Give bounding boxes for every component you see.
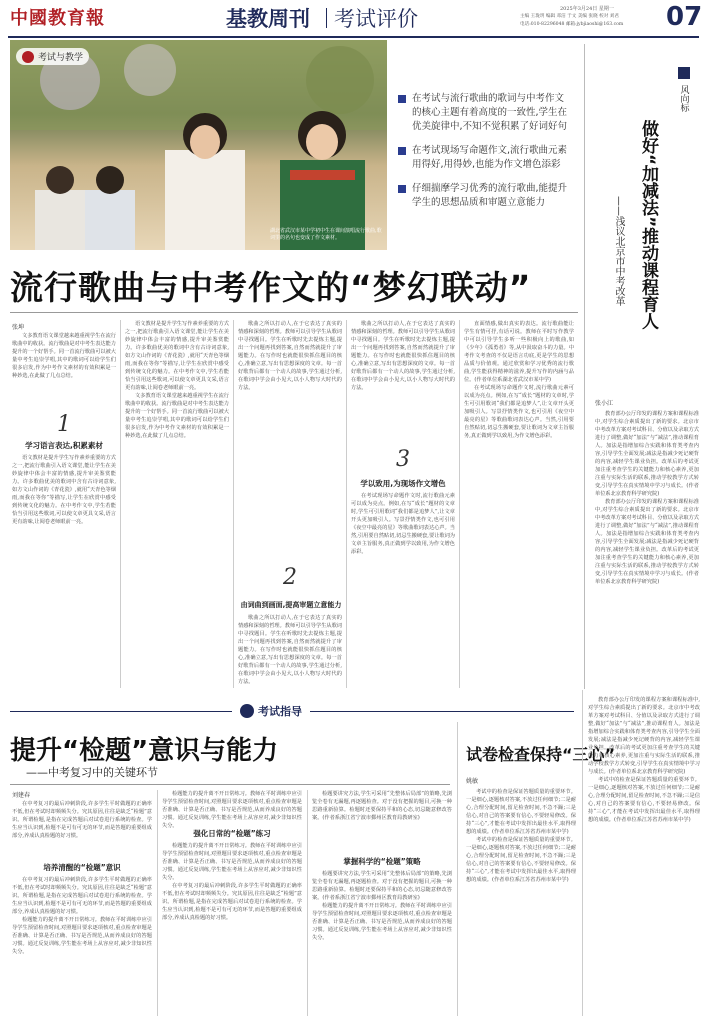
section-number-1: 1 xyxy=(57,412,71,437)
article1-col1b: 语文教材是提升学生写作素养重要的方式之一,把流行歌曲引入语文课堂,能让学生在美妙旋律中体会丰富的情感,提升审美鉴赏能力。许多歌曲优美的歌词中含有古诗词意象,如方文山作词的《青花瓷》,就用“天青色等烟雨,而我在等你”等描写,让学生在欣赏中感受到传统文化的魅力。在中考作文中,学生若能恰当引用这些歌词,可以使文章更具文采,语言更有韵味,让阅卷老师眼前一亮。 xyxy=(12,455,116,525)
article1-col1: 文多教育语文课堂越来越重视学生在流行歌曲中的收获。流行歌曲是对中考生表达能力提升的一个好帮手。同一首流行歌曲可以被大量中考生追崇学唱,其中的歌词可以给学生们很多启发,作为中考作文素材的有效积累是一种妙选,在此做了几点总结。 xyxy=(12,333,116,379)
editor-line: 主编 王珑玥 编辑 邓洁 于文 美编 张晓 校对 刘君 xyxy=(520,14,619,19)
article2-col3: 检题要讲究方法,学生可采用“先整体后局部”的策略,先浏览全卷有无漏题,再逐题检查。对于没有把握的题目,可换一种思路重新验算。检题时还要保持平和的心态,切忌随意修改答案。(作者系浙江省宁波市鄞州区教育局教研室) xyxy=(312,791,452,821)
section-banner: 考试指导 xyxy=(232,703,310,719)
section-divider xyxy=(326,8,327,28)
column-rule xyxy=(346,320,347,688)
right-article-title: 试卷检查保持“三心” xyxy=(466,745,616,764)
section-name: 基教周刊 xyxy=(226,7,310,31)
flag-icon xyxy=(678,67,690,79)
headline2-rule xyxy=(10,784,450,785)
article1-col3: 歌曲之所以打动人,在于它表达了真实的情感和深刻的哲理。教师可以引导学生从歌词中寻找题目。学生在听歌时先去提炼主题,提出一个问题再找到答案,自然而然就提升了审题能力。在写作时也就能很快抓住题目的核心,准确立意,写出有思想深度的文章。每一首好歌背后都有一个动人的故事,学生通过分析,在歌词中学会由小见大,以小人物写大时代的方法。 xyxy=(238,321,342,391)
banner-icon xyxy=(240,704,254,718)
sidebar-title: 做好“加减法”推动课程育人 xyxy=(638,120,658,330)
article2-sub1: 培养清醒的“检题”意识 xyxy=(43,863,121,872)
column-tag: 考试与教学 xyxy=(38,53,84,63)
article2-col2: 检题能力的提升离不开日常练习。教师在平时训练中应引导学生预留检查时间,对照题目要求逐项核对,重点检查审题是否准确、计算是否正确、书写是否规范,从而养成良好的答题习惯。通过反复训练,学生能在考场上从容应对,减少非知识性失分。 xyxy=(162,791,302,829)
square-bullet-icon xyxy=(398,95,406,103)
sidebar xyxy=(584,44,702,689)
sidebar-author: 张小江 xyxy=(595,400,614,407)
subhead-2: ——中考复习中的关键环节 xyxy=(26,766,158,779)
right-article-col2: 教育部办公厅印发的课程方案和课程标准中,对学生综合素质提出了新的要求。北京市中考改革方案对考试科目、分值以及录取方式进行了调整,做好“加法”与“减法”,推动课程育人。加法是指增加综合实践和体育类考查内容,引导学生全面发展;减法是指减少死记硬背的内容,减轻学生课业负担。改革后的考试更加注重考查学生的关键能力和核心素养,更加注重与实际生活的联系,推动学校教学方式转变,引导学生在真实情境中学习与成长。(作者单位系北京教育科学研究院) 考试中的检查是保证答题质量的重要环节。一是细心,逐题核对答案,不放过任何细节;二是耐心,合理分配时间,留足检查时间,不急不躁;三是信心,对自己的答案要有信心,不要轻易修改。保持“三心”,才能在考试中发挥出最佳水平,取得理想的成绩。(作者单位系江苏省苏州市某中学) xyxy=(588,697,700,823)
right-article-author: 姚敏 xyxy=(466,778,479,785)
camera-icon xyxy=(22,51,34,63)
article2-col2b: 检题能力的提升离不开日常练习。教师在平时训练中应引导学生预留检查时间,对照题目要求逐项核对,重点检查审题是否准确、计算是否正确、书写是否规范,从而养成良好的答题习惯。通过反复训练,学生能在考场上从容应对,减少非知识性失分。 在中考复习的最后冲刺阶段,许多学生平时做题的正确率不低,但在考试时却频频失分。究其原因,往往是缺乏“检题”意识。所谓检题,是指在完成答题后对试卷进行系统的检查。学生应当认识到,检题不是可有可无的环节,而是答题的重要组成部分,养成认真检题的好习惯。 xyxy=(162,843,302,921)
square-bullet-icon xyxy=(398,185,406,193)
column-rule xyxy=(233,320,234,688)
column-rule xyxy=(459,320,460,688)
section2-title: 由词曲到画面,提高审题立意能力 xyxy=(240,601,342,609)
masthead-rule xyxy=(8,36,699,38)
headline-rule xyxy=(10,312,578,313)
photo-caption: 湖北省武汉市某中学初中生在课间演唱流行歌曲,歌词里的名句也变成了作文素材。 xyxy=(270,228,382,241)
article2-col3b: 检题要讲究方法,学生可采用“先整体后局部”的策略,先浏览全卷有无漏题,再逐题检查。对于没有把握的题目,可换一种思路重新验算。检题时还要保持平和的心态,切忌随意修改答案。(作者系浙江省宁波市鄞州区教育局教研室) 检题能力的提升离不开日常练习。教师在平时训练中应引导学生预留检查时间,对照题目要求逐项核对,重点检查审题是否准确、计算是否正确、书写是否规范,从而养成良好的答题习惯。通过反复训练,学生能在考场上从容应对,减少非知识性失分。 xyxy=(312,871,452,941)
article1-col5: 直面情感,做出真实的表达。流行歌曲能让学生有情可抒,有话可说。教师在平时写作教学中可以引导学生多听一些积极向上的歌曲,如《少年》《孤勇者》等,从中汲取奋斗的力量。中考作文考查的不仅是语言功底,更是学生的思想品质与价值观。通过欣赏和学习优秀的流行歌曲,学生能获得精神的滋养,提升写作的内涵与品位。(作者单位系湖北省武汉市某中学) 在考试现场写命题作文时,流行歌曲元素可以成为亮点。例如,在写“成长”题材的文章时,学生可引用歌词“我们都是追梦人”,让文章开头更加吸引人。写景抒情类作文,也可引用《夜空中最亮的星》等歌曲歌词表达心声。当然,引用要自然贴切,切忌生搬硬套,要让歌词为文章主旨服务,真正做到学以致用,为作文增色添彩。 xyxy=(464,321,574,439)
section1-title: 学习语言表达,积累素材 xyxy=(25,441,103,450)
article1-col2: 语文教材是提升学生写作素养重要的方式之一,把流行歌曲引入语文课堂,能让学生在美妙旋律中体会丰富的情感,提升审美鉴赏能力。许多歌曲优美的歌词中含有古诗词意象,如方文山作词的《青花瓷》,就用“天青色等烟雨,而我在等你”等描写,让学生在欣赏中感受到传统文化的魅力。在中考作文中,学生若能恰当引用这些歌词,可以使文章更具文采,语言更有韵味,让阅卷老师眼前一亮。 文多教育语文课堂越来越重视学生在流行歌曲中的收获。流行歌曲是对中考生表达能力提升的一个好帮手。同一首流行歌曲可以被大量中考生追崇学唱,其中的歌词可以给学生们很多启发,作为中考作文素材的有效积累是一种妙选,在此做了几点总结。 xyxy=(125,321,229,439)
feature-photo xyxy=(10,40,387,250)
article1-col4b: 在考试现场写命题作文时,流行歌曲元素可以成为亮点。例如,在写“成长”题材的文章时,学生可引用歌词“我们都是追梦人”,让文章开头更加吸引人。写景抒情类作文,也可引用《夜空中最亮的星》等歌曲歌词表达心声。当然,引用要自然贴切,切忌生搬硬套,要让歌词为文章主旨服务,真正做到学以致用,为作文增色添彩。 xyxy=(351,493,455,555)
column-tag-badge xyxy=(16,48,89,65)
sidebar-tag: 风向标 xyxy=(671,66,697,112)
section-number-3: 3 xyxy=(396,447,410,472)
article1-col4: 歌曲之所以打动人,在于它表达了真实的情感和深刻的哲理。教师可以引导学生从歌词中寻找题目。学生在听歌时先去提炼主题,提出一个问题再找到答案,自然而然就提升了审题能力。在写作时也就能很快抓住题目的核心,准确立意,写出有思想深度的文章。每一首好歌背后都有一个动人的故事,学生通过分析,在歌词中学会由小见大,以小人物写大时代的方法。 xyxy=(351,321,455,391)
right-article-col1: 考试中的检查是保证答题质量的重要环节。一是细心,逐题核对答案,不放过任何细节;二是耐心,合理分配时间,留足检查时间,不急不躁;三是信心,对自己的答案要有信心,不要轻易修改。保持“三心”,才能在考试中发挥出最佳水平,取得理想的成绩。(作者单位系江苏省苏州市某中学) 考试中的检查是保证答题质量的重要环节。一是细心,逐题核对答案,不放过任何细节;二是耐心,合理分配时间,留足检查时间,不急不躁;三是信心,对自己的答案要有信心,不要轻易修改。保持“三心”,才能在考试中发挥出最佳水平,取得理想的成绩。(作者单位系江苏省苏州市某中学) xyxy=(466,789,576,883)
article2-col1: 在中考复习的最后冲刺阶段,许多学生平时做题的正确率不低,但在考试时却频频失分。究其原因,往往是缺乏“检题”意识。所谓检题,是指在完成答题后对试卷进行系统的检查。学生应当认识到,检题不是可有可无的环节,而是答题的重要组成部分,养成认真检题的好习惯。 xyxy=(12,801,152,839)
column-rule xyxy=(582,690,583,1016)
square-bullet-icon xyxy=(398,147,406,155)
newspaper-logo: 中國教育報 xyxy=(10,8,105,29)
column-rule xyxy=(307,790,308,1016)
column-rule xyxy=(120,320,121,688)
main-headline: 流行歌曲与中考作文的“梦幻联动” xyxy=(10,268,532,307)
photo-illustration xyxy=(10,40,387,250)
highlight-item: 仔细揣摩学习优秀的流行歌曲,能提升学生的思想品质和审题立意能力 xyxy=(398,182,570,210)
masthead xyxy=(0,0,707,36)
section3-title: 学以致用,为现场作文增色 xyxy=(360,479,446,488)
subsection-name: 考试评价 xyxy=(334,7,418,31)
author-byline: 张坤 xyxy=(12,324,25,331)
page-number: 07 xyxy=(666,2,703,32)
column-rule xyxy=(457,722,458,1016)
article2-sub3: 掌握科学的“检题”策略 xyxy=(343,857,421,866)
article1-col3b: 歌曲之所以打动人,在于它表达了真实的情感和深刻的哲理。教师可以引导学生从歌词中寻找题目。学生在听歌时先去提炼主题,提出一个问题再找到答案,自然而然就提升了审题能力。在写作时也就能很快抓住题目的核心,准确立意,写出有思想深度的文章。每一首好歌背后都有一个动人的故事,学生通过分析,在歌词中学会由小见大,以小人物写大时代的方法。 xyxy=(238,615,342,685)
headline-2: 提升“检题”意识与能力 xyxy=(10,736,279,766)
contact-line: 电话:010-82296048 邮箱:jybjiaoshi@163.com xyxy=(520,22,624,27)
sidebar-subtitle: ——浅议北京市中考改革 xyxy=(613,196,624,306)
highlights xyxy=(398,92,570,210)
date-line: 2025年3月24日 星期一 xyxy=(560,6,614,12)
article2-sub2: 强化日常的“检题”练习 xyxy=(193,829,271,838)
sidebar-body: 教育部办公厅印发的课程方案和课程标准中,对学生综合素质提出了新的要求。北京市中考改革方案对考试科目、分值以及录取方式进行了调整,做好“加法”与“减法”,推动课程育人。加法是指增加综合实践和体育类考查内容,引导学生全面发展;减法是指减少死记硬背的内容,减轻学生课业负担。改革后的考试更加注重考查学生的关键能力和核心素养,更加注重与实际生活的联系,推动学校教学方式转变,引导学生在真实情境中学习与成长。(作者单位系北京教育科学研究院) 教育部办公厅印发的课程方案和课程标准中,对学生综合素质提出了新的要求。北京市中考改革方案对考试科目、分值以及录取方式进行了调整,做好“加法”与“减法”,推动课程育人。加法是指增加综合实践和体育类考查内容,引导学生全面发展;减法是指减少死记硬背的内容,减轻学生课业负担。改革后的考试更加注重考查学生的关键能力和核心素养,更加注重与实际生活的联系,推动学校教学方式转变,引导学生在真实情境中学习与成长。(作者单位系北京教育科学研究院) xyxy=(595,411,699,585)
section-number-2: 2 xyxy=(283,565,297,590)
highlight-item: 在考试现场写命题作文,流行歌曲元素用得好,用得妙,也能为作文增色添彩 xyxy=(398,144,570,172)
highlight-item: 在考试与流行歌曲的歌词与中考作文的核心主题有着高度的一致性,学生在优美旋律中,不知不觉积累了好词好句 xyxy=(398,92,570,134)
author2-byline: 刘建春 xyxy=(12,792,31,799)
column-rule xyxy=(157,790,158,1016)
article2-col1b: 在中考复习的最后冲刺阶段,许多学生平时做题的正确率不低,但在考试时却频频失分。究其原因,往往是缺乏“检题”意识。所谓检题,是指在完成答题后对试卷进行系统的检查。学生应当认识到,检题不是可有可无的环节,而是答题的重要组成部分,养成认真检题的好习惯。 检题能力的提升离不开日常练习。教师在平时训练中应引导学生预留检查时间,对照题目要求逐项核对,重点检查审题是否准确、计算是否正确、书写是否规范,从而养成良好的答题习惯。通过反复训练,学生能在考场上从容应对,减少非知识性失分。 xyxy=(12,877,152,955)
